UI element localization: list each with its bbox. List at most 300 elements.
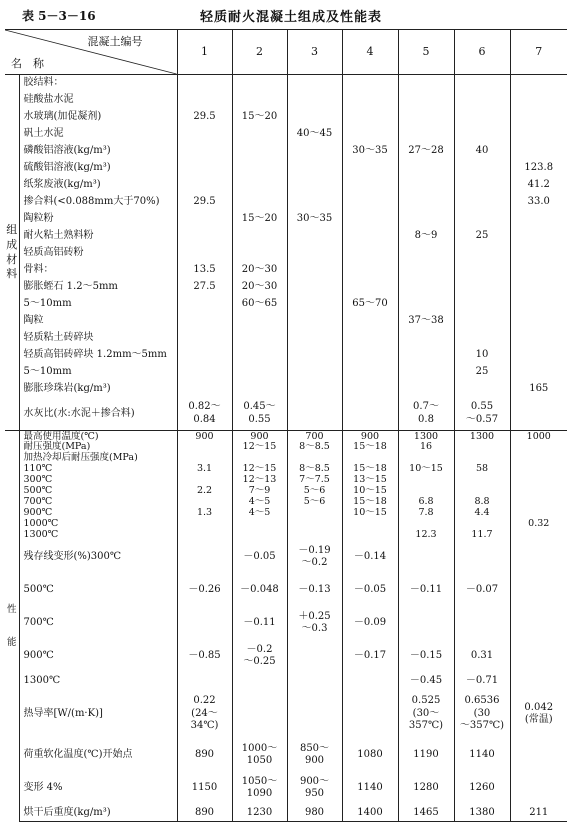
table-cell <box>287 347 342 364</box>
table-cell <box>398 245 454 262</box>
table-cell: 12～13 <box>232 475 287 486</box>
row-name: 胶结料： <box>23 77 64 88</box>
section-label-properties <box>5 431 19 822</box>
row-name: 500℃ <box>23 583 54 595</box>
table-cell <box>398 177 454 194</box>
table-cell <box>510 640 567 673</box>
table-cell <box>510 211 567 228</box>
row-name: 耐压强度(MPa) <box>23 441 91 453</box>
table-cell: 65～70 <box>342 296 398 313</box>
table-row <box>5 772 567 805</box>
row-name: 纸浆废液(kg/m³) <box>23 178 101 190</box>
table-cell: 27～28 <box>398 143 454 160</box>
table-cell <box>232 347 287 364</box>
table-cell: －0.05 <box>342 574 398 607</box>
table-cell <box>342 194 398 211</box>
row-name: 烘干后重度(kg/m³) <box>19 805 177 822</box>
table-cell: 4.4 <box>454 508 510 519</box>
table-cell: 3.1 <box>177 464 232 475</box>
table-cell: －0.26 <box>177 574 232 607</box>
table-cell <box>454 211 510 228</box>
table-cell <box>398 75 454 92</box>
table-cell <box>287 245 342 262</box>
table-cell <box>398 279 454 296</box>
table-cell <box>177 497 232 508</box>
table-cell <box>232 381 287 398</box>
table-row <box>5 530 567 541</box>
table-cell: 0.042 (常温) <box>510 690 567 739</box>
diagonal-header-cell <box>5 30 177 75</box>
table-cell <box>177 75 232 92</box>
table-row <box>5 541 567 574</box>
table-cell <box>398 541 454 574</box>
table-cell <box>177 364 232 381</box>
table-cell: 850～ 900 <box>287 739 342 772</box>
table-cell: 13～15 <box>342 475 398 486</box>
table-cell <box>510 486 567 497</box>
row-name: 水灰比(水:水泥＋掺合料) <box>23 407 135 419</box>
table-cell: －0.85 <box>177 640 232 673</box>
table-cell <box>232 177 287 194</box>
row-name: 热导率[W/(m·K)] <box>23 707 103 719</box>
table-row <box>5 126 567 143</box>
table-cell <box>177 143 232 160</box>
table-cell <box>454 92 510 109</box>
row-name: 轻质高铝砖粉 <box>23 246 84 258</box>
table-cell: 1230 <box>232 805 287 822</box>
row-name: 最高使用温度(℃) <box>19 431 177 442</box>
table-cell <box>287 453 342 464</box>
table-row <box>5 160 567 177</box>
table-cell: 900 <box>177 431 232 442</box>
table-cell <box>454 519 510 530</box>
table-cell <box>232 160 287 177</box>
table-cell <box>510 126 567 143</box>
table-cell <box>287 262 342 279</box>
table-cell: 27.5 <box>177 279 232 296</box>
table-cell <box>398 453 454 464</box>
section-label-composition: 组成材料 <box>5 75 19 431</box>
row-name: 700℃ <box>23 616 54 628</box>
table-cell: 8～8.5 <box>287 464 342 475</box>
table-row <box>5 75 567 92</box>
table-cell: 29.5 <box>177 109 232 126</box>
table-cell <box>342 262 398 279</box>
table-cell <box>454 296 510 313</box>
row-name: 荷重软化温度(℃)开始点 <box>23 748 133 760</box>
table-cell <box>510 497 567 508</box>
row-name: 1300℃ <box>23 674 61 686</box>
table-cell <box>454 245 510 262</box>
table-cell <box>454 330 510 347</box>
table-cell <box>232 530 287 541</box>
table-cell <box>342 530 398 541</box>
table-row <box>5 347 567 364</box>
table-cell <box>510 262 567 279</box>
table-row <box>5 442 567 453</box>
table-cell: 1280 <box>398 772 454 805</box>
table-cell <box>398 347 454 364</box>
table-cell <box>232 194 287 211</box>
table-cell <box>177 228 232 245</box>
row-name: 700℃ <box>23 496 53 508</box>
table-cell: 0.32 <box>510 519 567 530</box>
table-cell: 1.3 <box>177 508 232 519</box>
table-cell: －0.19 ～0.2 <box>287 541 342 574</box>
table-row <box>5 739 567 772</box>
table-cell: 33.0 <box>510 194 567 211</box>
table-cell: 0.6536 (30 ～357℃) <box>454 690 510 739</box>
table-cell <box>510 347 567 364</box>
table-cell <box>342 211 398 228</box>
table-cell: 25 <box>454 364 510 381</box>
table-cell: 30～35 <box>342 143 398 160</box>
row-name: 500℃ <box>23 485 53 497</box>
table-cell: 1000～ 1050 <box>232 739 287 772</box>
row-name: 膨胀蛭石 1.2～5mm <box>23 280 118 292</box>
table-cell <box>510 453 567 464</box>
table-cell <box>398 262 454 279</box>
table-cell <box>510 143 567 160</box>
table-cell: 15～20 <box>232 109 287 126</box>
table-row <box>5 92 567 109</box>
table-cell <box>454 453 510 464</box>
table-cell: 123.8 <box>510 160 567 177</box>
table-cell <box>177 530 232 541</box>
table-cell <box>398 109 454 126</box>
table-cell: 890 <box>177 739 232 772</box>
table-cell <box>342 177 398 194</box>
row-name: 轻质高铝砖碎块 1.2mm～5mm <box>23 348 167 360</box>
table-cell <box>232 126 287 143</box>
row-header-label: 名 称 <box>11 57 44 71</box>
table-cell <box>510 442 567 453</box>
table-cell <box>510 330 567 347</box>
table-cell <box>342 519 398 530</box>
column-header-4: 4 <box>342 30 398 75</box>
table-cell <box>454 160 510 177</box>
table-cell <box>510 296 567 313</box>
table-row <box>5 279 567 296</box>
table-cell: 20～30 <box>232 262 287 279</box>
table-row <box>5 296 567 313</box>
table-cell: 0.525 (30～ 357℃) <box>398 690 454 739</box>
row-name: 水玻璃(加促凝剂) <box>23 110 102 122</box>
table-cell: 7.8 <box>398 508 454 519</box>
table-cell <box>398 296 454 313</box>
table-row <box>5 431 567 442</box>
row-name: 110℃ <box>23 463 53 475</box>
table-cell <box>177 673 232 690</box>
table-row <box>5 607 567 640</box>
table-cell <box>177 607 232 640</box>
table-cell <box>287 160 342 177</box>
table-cell: 15～20 <box>232 211 287 228</box>
table-cell <box>287 75 342 92</box>
row-name: 膨胀珍珠岩(kg/m³) <box>23 382 111 394</box>
table-row <box>5 519 567 530</box>
table-cell <box>232 143 287 160</box>
table-row <box>5 364 567 381</box>
table-row <box>5 690 567 739</box>
row-name: 轻质粘土砖碎块 <box>23 331 94 343</box>
table-cell <box>398 519 454 530</box>
table-row <box>5 398 567 431</box>
table-cell <box>232 519 287 530</box>
table-cell: －0.07 <box>454 574 510 607</box>
table-cell <box>342 109 398 126</box>
table-cell: 890 <box>177 805 232 822</box>
table-cell <box>177 541 232 574</box>
table-cell <box>232 453 287 464</box>
table-cell <box>398 607 454 640</box>
row-name: 900℃ <box>23 649 54 661</box>
column-header-1: 1 <box>177 30 232 75</box>
table-row <box>5 330 567 347</box>
table-cell <box>287 398 342 431</box>
table-cell: 12～15 <box>232 442 287 453</box>
table-cell: 8～9 <box>398 228 454 245</box>
table-cell: 1190 <box>398 739 454 772</box>
table-cell: 15～18 <box>342 497 398 508</box>
table-cell: 165 <box>510 381 567 398</box>
row-name: 硅酸盐水泥 <box>23 93 74 105</box>
table-cell: 980 <box>287 805 342 822</box>
row-name: 5～10mm <box>23 297 72 309</box>
table-cell <box>510 228 567 245</box>
column-header-3: 3 <box>287 30 342 75</box>
row-name: 1300℃ <box>23 529 59 541</box>
table-cell: －0.048 <box>232 574 287 607</box>
column-header-label: 混凝土编号 <box>87 35 143 48</box>
table-cell <box>232 690 287 739</box>
column-header-6: 6 <box>454 30 510 75</box>
table-cell: 40～45 <box>287 126 342 143</box>
table-cell <box>454 75 510 92</box>
table-cell: 15～18 <box>342 464 398 475</box>
table-row <box>5 508 567 519</box>
row-name: 掺合料(<0.088mm大于70%) <box>23 195 160 207</box>
table-cell <box>398 330 454 347</box>
table-cell: 13.5 <box>177 262 232 279</box>
table-row <box>5 245 567 262</box>
table-cell: －0.17 <box>342 640 398 673</box>
table-cell: 900 <box>342 431 398 442</box>
table-cell: －0.14 <box>342 541 398 574</box>
table-cell: 0.7～ 0.8 <box>398 398 454 431</box>
table-cell <box>177 296 232 313</box>
table-cell <box>342 126 398 143</box>
table-row <box>5 475 567 486</box>
table-cell <box>342 279 398 296</box>
table-cell <box>177 211 232 228</box>
table-cell: 1380 <box>454 805 510 822</box>
table-cell: －0.09 <box>342 607 398 640</box>
table-cell <box>232 245 287 262</box>
table-cell: 16 <box>398 442 454 453</box>
table-cell <box>510 109 567 126</box>
row-name: 矾土水泥 <box>23 127 64 139</box>
table-cell <box>398 92 454 109</box>
table-cell: 211 <box>510 805 567 822</box>
table-cell: 5～6 <box>287 486 342 497</box>
properties-table <box>5 29 567 822</box>
table-cell <box>510 574 567 607</box>
table-cell <box>510 673 567 690</box>
table-row <box>5 805 567 822</box>
table-cell <box>177 245 232 262</box>
table-cell: 2.2 <box>177 486 232 497</box>
table-cell: 1300 <box>454 431 510 442</box>
table-cell <box>510 75 567 92</box>
table-cell: －0.45 <box>398 673 454 690</box>
table-cell <box>510 475 567 486</box>
table-cell <box>454 279 510 296</box>
table-cell <box>177 160 232 177</box>
table-cell: 1260 <box>454 772 510 805</box>
table-cell <box>287 279 342 296</box>
table-cell <box>510 607 567 640</box>
table-cell <box>287 92 342 109</box>
table-cell: －0.13 <box>287 574 342 607</box>
table-cell: 7～7.5 <box>287 475 342 486</box>
table-cell: ＋0.25 ～0.3 <box>287 607 342 640</box>
table-cell: 12.3 <box>398 530 454 541</box>
table-cell: 20～30 <box>232 279 287 296</box>
table-cell: 60～65 <box>232 296 287 313</box>
table-cell <box>232 673 287 690</box>
column-header-5: 5 <box>398 30 454 75</box>
table-cell <box>454 541 510 574</box>
row-name: 300℃ <box>23 474 53 486</box>
table-cell <box>177 92 232 109</box>
table-cell <box>342 690 398 739</box>
table-body <box>5 75 567 822</box>
table-cell: 1300 <box>398 431 454 442</box>
table-cell <box>287 381 342 398</box>
table-row <box>5 453 567 464</box>
table-cell <box>287 313 342 330</box>
table-cell <box>287 228 342 245</box>
table-cell: －0.71 <box>454 673 510 690</box>
table-row <box>5 381 567 398</box>
table-cell: 37～38 <box>398 313 454 330</box>
row-name: 加热冷却后耐压强度(MPa) <box>23 452 138 464</box>
table-cell <box>510 313 567 330</box>
table-cell: 10 <box>454 347 510 364</box>
table-row <box>5 464 567 475</box>
table-cell <box>398 381 454 398</box>
row-name: 陶粒 <box>23 314 44 326</box>
table-cell <box>454 486 510 497</box>
table-cell: 40 <box>454 143 510 160</box>
table-cell: 0.31 <box>454 640 510 673</box>
table-cell: 58 <box>454 464 510 475</box>
table-cell <box>287 109 342 126</box>
table-cell <box>232 330 287 347</box>
table-cell <box>177 330 232 347</box>
table-cell <box>287 364 342 381</box>
table-cell <box>398 160 454 177</box>
column-header-7: 7 <box>510 30 567 75</box>
table-cell: 30～35 <box>287 211 342 228</box>
table-number: 表 5－3－16 <box>22 9 96 23</box>
table-cell <box>177 381 232 398</box>
table-cell: 29.5 <box>177 194 232 211</box>
section-label-properties-upper: 性 <box>6 603 17 615</box>
table-cell <box>454 177 510 194</box>
table-cell: 4～5 <box>232 508 287 519</box>
table-cell <box>454 381 510 398</box>
table-cell <box>510 245 567 262</box>
table-cell: －0.05 <box>232 541 287 574</box>
table-cell <box>510 508 567 519</box>
table-cell: 1140 <box>454 739 510 772</box>
table-cell <box>510 739 567 772</box>
table-cell <box>510 772 567 805</box>
table-cell <box>510 92 567 109</box>
table-cell <box>510 464 567 475</box>
table-cell: 1000 <box>510 431 567 442</box>
table-cell <box>177 313 232 330</box>
table-cell <box>342 313 398 330</box>
table-cell <box>287 690 342 739</box>
table-cell: 10～15 <box>342 486 398 497</box>
table-title: 轻质耐火混凝土组成及性能表 <box>200 10 383 25</box>
table-cell: 700 <box>287 431 342 442</box>
table-cell <box>342 453 398 464</box>
table-cell <box>287 177 342 194</box>
table-cell: －0.11 <box>398 574 454 607</box>
table-cell: 12～15 <box>232 464 287 475</box>
row-name: 硫酸铝溶液(kg/m³) <box>23 161 111 173</box>
table-cell <box>287 508 342 519</box>
table-cell: －0.11 <box>232 607 287 640</box>
table-cell: 1465 <box>398 805 454 822</box>
table-cell: 15～18 <box>342 442 398 453</box>
table-cell: 0.82～ 0.84 <box>177 398 232 431</box>
table-row <box>5 486 567 497</box>
table-row <box>5 194 567 211</box>
table-cell: 5～6 <box>287 497 342 508</box>
table-cell <box>232 313 287 330</box>
row-name: 变形 4% <box>23 781 63 793</box>
row-name: 残存线变形(%)300℃ <box>23 550 122 562</box>
table-cell: 4～5 <box>232 497 287 508</box>
table-cell <box>287 296 342 313</box>
table-row <box>5 211 567 228</box>
table-cell <box>454 109 510 126</box>
table-cell <box>398 475 454 486</box>
table-cell: －0.15 <box>398 640 454 673</box>
table-cell <box>342 228 398 245</box>
table-cell <box>454 126 510 143</box>
table-cell <box>398 486 454 497</box>
table-cell: 1150 <box>177 772 232 805</box>
table-cell: 1050～ 1090 <box>232 772 287 805</box>
table-row <box>5 640 567 673</box>
table-row <box>5 228 567 245</box>
row-name: 900℃ <box>23 507 53 519</box>
table-cell: 8～8.5 <box>287 442 342 453</box>
table-cell <box>454 607 510 640</box>
table-cell <box>177 126 232 143</box>
table-cell <box>342 75 398 92</box>
table-cell <box>454 262 510 279</box>
table-cell <box>287 640 342 673</box>
table-cell <box>510 530 567 541</box>
table-cell <box>510 541 567 574</box>
